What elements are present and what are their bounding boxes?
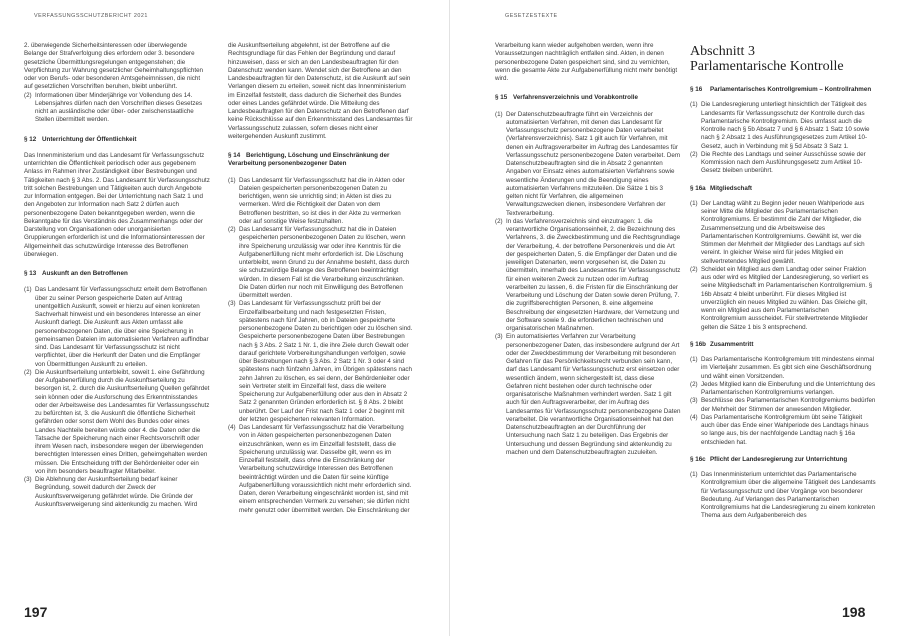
section-heading [24,270,210,278]
section-number: § 16c [690,455,706,463]
section-number: § 12 [24,135,37,143]
section-title: Pflicht der Landesregierung zur Unterrichtung [710,455,848,463]
paragraph-number: (2) [24,368,32,376]
section-heading [24,136,210,144]
running-head-left: VERFASSUNGSSCHUTZBERICHT 2021 [34,13,148,19]
numbered-paragraph [690,397,876,414]
paragraph-number: (1) [690,199,698,207]
paragraph-text: Der Landtag wählt zu Beginn jeder neuen Wahlperiode aus seiner Mitte die Mitglieder des Parlamentarischen Kontrollgremiums. Er bestimmt die Zahl der Mitglieder, die Zusammensetzung und die Arbeitsweise des Parlamentarischen Kontrollgremiums. Gewählt ist, wer die Stimmen der Mehrheit der Mitglieder des Landtags auf sich vereint. In gleicher Weise wird für jedes Mitglied ein stellvertretendes Mitglied gewählt. [701,199,865,265]
numbered-paragraph [690,101,876,151]
numbered-paragraph [228,177,414,227]
paragraph-number: (2) [690,380,698,388]
section-title: Berichtigung, Löschung und Einschränkung der Verarbeitung personenbezogener Daten [228,152,390,168]
paragraph-number: (2) [690,265,698,273]
paragraph-text: Informationen über Minderjährige vor Vollendung des 14. Lebensjahres dürfen nach den Vorschriften dieses Gesetzes nicht an ausländische oder über- oder zwischenstaatliche Stellen übermittelt werden. [35,91,203,124]
paragraph-text: Das Parlamentarische Kontrollgremium tritt mindestens einmal im Vierteljahr zusammen. Es gibt sich eine Geschäftsordnung und wählt einen Vorsitzenden. [701,356,874,380]
paragraph-number: (1) [690,356,698,363]
numbered-paragraph [690,151,876,176]
paragraph-number: (1) [690,471,698,478]
section-heading [228,152,414,169]
right-column-1 [495,42,681,457]
section-number: § 13 [24,270,37,277]
section-title: Verfahrensverzeichnis und Vorabkontrolle [513,94,638,102]
numbered-paragraph [690,356,876,381]
section-number: § 16b [690,340,706,348]
paragraph-text: Ein automatisiertes Verfahren zur Verarbeitung personenbezogener Daten, das insbesondere aufgrund der Art oder der Zweckbestimmung der Verarbeitung mit besonderen Gefahren für das Persönlichkeitsrecht verbunden sein kann, darf das Landesamt für Verfassungsschutz erst einsetzen oder wesentlich ändern, wenn sichergestellt ist, dass diese Gefahren nicht bestehen oder durch technische oder organisatorische Maßnahmen verhindert werden. Satz 1 gilt auch für den Auftragsverarbeiter, der im Auftrag des Landesamtes für Verfassungsschutz personenbezogene Daten verarbeitet. Die verantwortliche Organisationseinheit hat den Datenschutzbeauftragten an der Durchführung der Untersuchung nach Satz 1 zu beteiligen. Das Ergebnis der Untersuchung und dessen Begründung sind aktenkundig zu machen und dem Datenschutzbeauftragten zuzuleiten. [506,333,681,456]
section-heading [690,456,876,464]
paragraph-number: (3) [690,397,698,405]
paragraph-number: (2) [24,91,32,99]
paragraph-number: (1) [495,110,503,118]
numbered-paragraph [690,414,876,447]
section-number: § 15 [495,94,508,102]
section-title: Unterrichtung der Öffentlichkeit [42,135,137,143]
numbered-paragraph [24,286,210,369]
paragraph-number: (3) [24,476,32,483]
left-column-2 [228,42,414,515]
right-page [450,0,900,636]
paragraph-number: (4) [690,413,698,421]
numbered-paragraph [228,424,414,515]
chapter-title: Parlamentarische Kontrolle [690,59,844,74]
paragraph-number: (2) [228,226,236,233]
section-number: § 16 [690,86,703,93]
running-head-right: GESETZESTEXTE [505,13,558,19]
section-title: Zusammentritt [710,340,754,348]
left-column-1 [24,42,210,509]
paragraph-text: Das Landesamt für Verfassungsschutz hat die in Dateien gespeicherten personenbezogenen Daten zu löschen, wenn ihre Speicherung unzulässig war oder ihre Kenntnis für die Aufgabenerfüllung nicht mehr erforderlich ist. Die Löschung unterbleibt, wenn Grund zu der Annahme besteht, dass durch sie schutzwürdige Belange des Betroffenen beeinträchtigt würden. In diesem Fall ist die Verarbeitung einzuschränken. Die Daten dürfen nur noch mit Einwilligung des Betroffenen übermittelt werden. [239,226,410,299]
right-column-2 [690,42,876,521]
paragraph-text: Scheidet ein Mitglied aus dem Landtag oder seiner Fraktion aus oder wird es Mitglied der Landesregierung, so verliert es seine Mitgliedschaft im Parlamentarischen Kontrollgremium. § 16b Absatz 4 bleibt unberührt. Für dieses Mitglied ist unverzüglich ein neues Mitglied zu wählen. Das Gleiche gilt, wenn ein Mitglied aus dem Parlamentarischen Kontrollgremium ausscheidet. Für stellvertretende Mitglieder gelten die Sätze 1 bis 3 entsprechend. [701,265,873,331]
numbered-paragraph [495,218,681,334]
numbered-paragraph [24,369,210,476]
paragraph-text: Die Landesregierung unterliegt hinsichtlich der Tätigkeit des Landesamts für Verfassungsschutz der Kontrolle durch das Parlamentarische Kontrollgremium. Dies umfasst auch die Kontrolle nach § 5b Absatz 7 und § 6 Absatz 1 Satz 10 sowie nach § 2 Absatz 1 des Ausführungsgesetzes zum Artikel 10-Gesetz, auch in Verbindung mit § 5d Absatz 3 Satz 1. [701,101,870,150]
numbered-paragraph [228,300,414,424]
paragraph-text: Die Auskunftserteilung unterbleibt, soweit 1. eine Gefährdung der Aufgabenerfüllung durch die Auskunftserteilung zu besorgen ist, 2. durch die Auskunftserteilung Quellen gefährdet sein können oder die Ausforschung des Erkenntnisstandes oder der Arbeitsweise des Landesamtes für Verfassungsschutz zu befürchten ist, 3. die Auskunft die öffentliche Sicherheit gefährden oder sonst dem Wohl des Bundes oder eines Landes Nachteile bereiten würde oder 4. die Daten oder die Tatsache der Speicherung nach einer Rechtsvorschrift oder ihrem Wesen nach, insbesondere wegen der überwiegenden berechtigten Interessen eines Dritten, geheimgehalten werden müssen. Die Entscheidung trifft der Behördenleiter oder ein von ihm besonders beauftragter Mitarbeiter. [35,368,210,475]
page-number-right: 198 [842,604,866,620]
section-heading [690,185,876,193]
section-number: § 16a [690,184,706,192]
numbered-paragraph [24,476,210,509]
section-title: Mitgliedschaft [710,184,753,192]
paragraph: Verarbeitung kann wieder aufgehoben werden, wenn ihre Voraussetzungen nachträglich entfallen sind. Akten, in denen personenbezogene Daten gespeichert sind, sind zu vernichten, wenn die gesamte Akte zur Aufgabenerfüllung nicht mehr benötigt wird. [495,42,678,82]
paragraph: die Auskunftserteilung abgelehnt, ist der Betroffene auf die Rechtsgrundlage für das Fehlen der Begründung und darauf hinzuweisen, dass er sich an den Landesbeauftragten für den Datenschutz wenden kann. Wendet sich der Betroffene an den Landesbeauftragten für den Datenschutz, ist die Auskunft auf sein Verlangen diesem zu erteilen, soweit nicht das Innenministerium im Einzelfall feststellt, dass dadurch die Sicherheit des Bundes oder eines Landes gefährdet würde. Die Mitteilung des Landesbeauftragten für den Datenschutz an den Betroffenen darf keine Rückschlüsse auf den Erkenntnisstand des Landesamtes für Verfassungsschutz zulassen, sofern dieses nicht einer weitergehenden Auskunft zustimmt. [228,42,413,140]
numbered-paragraph [690,266,876,332]
paragraph-number: (2) [690,150,698,158]
section-title: Parlamentarisches Kontrollgremium – Kontrollrahmen [710,86,872,93]
section-heading [690,86,876,94]
paragraph-text: Der Datenschutzbeauftragte führt ein Verzeichnis der automatisierten Verfahren, mit denen das Landesamt für Verfassungsschutz personenbezogene Daten verarbeitet (Verfahrensverzeichnis). Satz 1 gilt auch für Verfahren, mit denen ein Auftragsverarbeiter im Auftrag des Landesamtes für Verfassungsschutz personenbezogene Daten verarbeitet. Dem Datenschutzbeauftragten sind die in Absatz 2 genannten Angaben vor Einsatz eines automatisierten Verfahrens sowie wesentliche Änderungen und die Beendigung eines automatisierten Verfahrens mitzuteilen. Die Sätze 1 bis 3 gelten nicht für Verfahren, die allgemeinen Verwaltungszwecken dienen, insbesondere Verfahren der Textverarbeitung. [506,110,681,217]
paragraph-text: Das Landesamt für Verfassungsschutz prüft bei der Einzelfallbearbeitung und nach festgesetzten Fristen, spätestens nach fünf Jahren, ob in Dateien gespeicherte personenbezogene Daten zu berichtigen oder zu löschen sind. Gespeicherte personenbezogene Daten über Bestrebungen nach § 3 Abs. 2 Satz 1 Nr. 1, die ihre Ziele durch Gewalt oder darauf gerichtete Vorbereitungshandlungen verfolgen, sowie über Bestrebungen nach § 3 Abs. 2 Satz 1 Nr. 3 oder 4 sind spätestens nach fünfzehn Jahren, im Übrigen spätestens nach zehn Jahren zu löschen, es sei denn, der Behördenleiter oder sein Vertreter stellt im Einzelfall fest, dass die weitere Speicherung zur Aufgabenerfüllung oder aus den in Absatz 2 Satz 2 genannten Gründen erforderlich ist. § 8 Abs. 2 bleibt unberührt. Der Lauf der Frist nach Satz 1 oder 2 beginnt mit der letzten gespeicherten relevanten Information. [239,300,413,423]
paragraph-number: (1) [24,286,32,294]
numbered-paragraph [690,381,876,398]
paragraph: 2. überwiegende Sicherheitsinteressen oder überwiegende Belange der Strafverfolgung dies erfordern oder 3. besondere gesetzliche Übermittlungsregelungen entgegenstehen; die Verpflichtung zur Wahrung gesetzlicher Geheimhaltungspflichten oder von Berufs- oder besonderen Amtsgeheimnissen, die nicht auf gesetzlichen Vorschriften beruhen, bleibt unberührt. [24,42,204,91]
paragraph-text: In das Verfahrensverzeichnis sind einzutragen: 1. die verantwortliche Organisationseinheit, 2. die Bezeichnung des Verfahrens, 3. die Zweckbestimmung und die Rechtsgrundlage der Verarbeitung, 4. der betroffene Personenkreis und die Art der gespeicherten Daten, 5. die Empfänger der Daten und die jeweiligen Datenarten, wenn vorgesehen ist, die Daten zu übermitteln, innerhalb des Landesamtes für Verfassungsschutz für einen weiteren Zweck zu nutzen oder im Auftrag verarbeiten zu lassen, 6. die Fristen für die Einschränkung der Verarbeitung und Löschung der Daten sowie deren Prüfung, 7. die zugriffsberechtigten Personen, 8. eine allgemeine Beschreibung der eingesetzten Hardware, der Vernetzung und der Software sowie 9. die erforderlichen technischen und organisatorischen Maßnahmen. [506,217,681,332]
numbered-paragraph [495,333,681,457]
numbered-paragraph [495,111,681,218]
paragraph-text: Die Rechte des Landtags und seiner Ausschüsse sowie der Kommission nach dem Ausführungsgesetz zum Artikel 10-Gesetz bleiben unberührt. [701,150,866,175]
paragraph-text: Das Landesamt für Verfassungsschutz hat die in Akten oder Dateien gespeicherten personenbezogenen Daten zu berichtigen, wenn sie unrichtig sind; in Akten ist dies zu vermerken. Wird die Richtigkeit der Daten von dem Betroffenen bestritten, so ist dies in der Akte zu vermerken oder auf sonstige Weise festzuhalten. [239,176,405,225]
paragraph-number: (3) [228,300,236,308]
paragraph-number: (1) [690,101,698,109]
paragraph-text: Das Parlamentarische Kontrollgremium übt seine Tätigkeit auch über das Ende einer Wahlperiode des Landtags hinaus so lange aus, bis der nachfolgende Landtag nach § 16a entschieden hat. [701,413,869,446]
section-title: Auskunft an den Betroffenen [42,270,128,277]
paragraph: Das Innenministerium und das Landesamt für Verfassungsschutz unterrichten die Öffentlichkeit periodisch oder aus gegebenem Anlass im Rahmen ihrer Zuständigkeit über Bestrebungen und Tätigkeiten nach § 3 Abs. 2. Das Landesamt für Verfassungsschutz tritt solchen Bestrebungen und Tätigkeiten auch durch Angebote zur Information entgegen. Bei der Unterrichtung nach Satz 1 und den Angeboten zur Information nach Satz 2 dürfen auch personenbezogene Daten bekanntgegeben werden, wenn die Bekanntgabe für das Verständnis des Zusammenhangs oder der Darstellung von Organisationen oder unorganisierten Gruppierungen erforderlich ist und die Informationsinteressen der Allgemeinheit das schutzwürdige Interesse des Betroffenen überwiegen. [24,151,210,258]
section-heading [495,94,681,102]
numbered-paragraph [228,226,414,300]
paragraph-number: (2) [495,217,503,225]
paragraph-text: Das Landesamt für Verfassungsschutz erteilt dem Betroffenen über zu seiner Person gespeicherte Daten auf Antrag unentgeltlich Auskunft, soweit er hierzu auf einen konkreten Sachverhalt hinweist und ein besonderes Interesse an einer Auskunft darlegt. Die Auskunft aus Akten umfasst alle personenbezogenen Daten, die über eine Speicherung in gemeinsamen Dateien im automatisierten Verfahren auffindbar sind. Das Landesamt für Verfassungsschutz ist nicht verpflichtet, über die Herkunft der Daten und die Empfänger von Übermittlungen Auskunft zu erteilen. [35,286,209,368]
paragraph-number: (4) [228,424,236,431]
paragraph-number: (1) [228,176,236,184]
paragraph-text: Beschlüsse des Parlamentarischen Kontrollgremiums bedürfen der Mehrheit der Stimmen der anwesenden Mitglieder. [701,397,876,413]
numbered-paragraph [690,471,876,521]
paragraph-text: Die Ablehnung der Auskunftserteilung bedarf keiner Begründung, soweit dadurch der Zweck der Auskunftsverweigerung gefährdet würde. Die Gründe der Auskunftsverweigerung sind aktenkundig zu machen. Wird [35,476,198,508]
chapter-heading [690,44,876,74]
paragraph-text: Das Landesamt für Verfassungsschutz hat die Verarbeitung von in Akten gespeicherten personenbezogenen Daten einzuschränken, wenn es im Einzelfall feststellt, dass die Speicherung unzulässig war. Dasselbe gilt, wenn es im Einzelfall feststellt, dass ohne die Einschränkung der Verarbeitung schutzwürdige Interessen des Betroffenen beeinträchtigt würden und die Daten für seine künftige Aufgabenerfüllung voraussichtlich nicht mehr erforderlich sind. Daten, deren Verarbeitung eingeschränkt worden ist, sind mit einem entsprechenden Vermerk zu versehen; sie dürfen nicht mehr genutzt oder übermittelt werden. Die Einschränkung der [239,424,412,514]
numbered-paragraph [24,92,210,125]
section-number: § 14 [228,152,241,159]
paragraph-number: (3) [495,333,503,341]
paragraph-text: Das Innenministerium unterrichtet das Parlamentarische Kontrollgremium über die allgemeine Tätigkeit des Landesamts für Verfassungsschutz und über Vorgänge von besonderer Bedeutung. Auf Verlangen des Parlamentarischen Kontrollgremiums hat die Landesregierung zu einem konkreten Thema aus dem Aufgabenbereich des [701,471,876,520]
section-heading [690,341,876,349]
paragraph-text: Jedes Mitglied kann die Einberufung und die Unterrichtung des Parlamentarischen Kontrollgremiums verlangen. [701,380,876,396]
page-number-left: 197 [24,604,48,620]
numbered-paragraph [690,200,876,266]
chapter-number: Abschnitt 3 [690,44,755,59]
